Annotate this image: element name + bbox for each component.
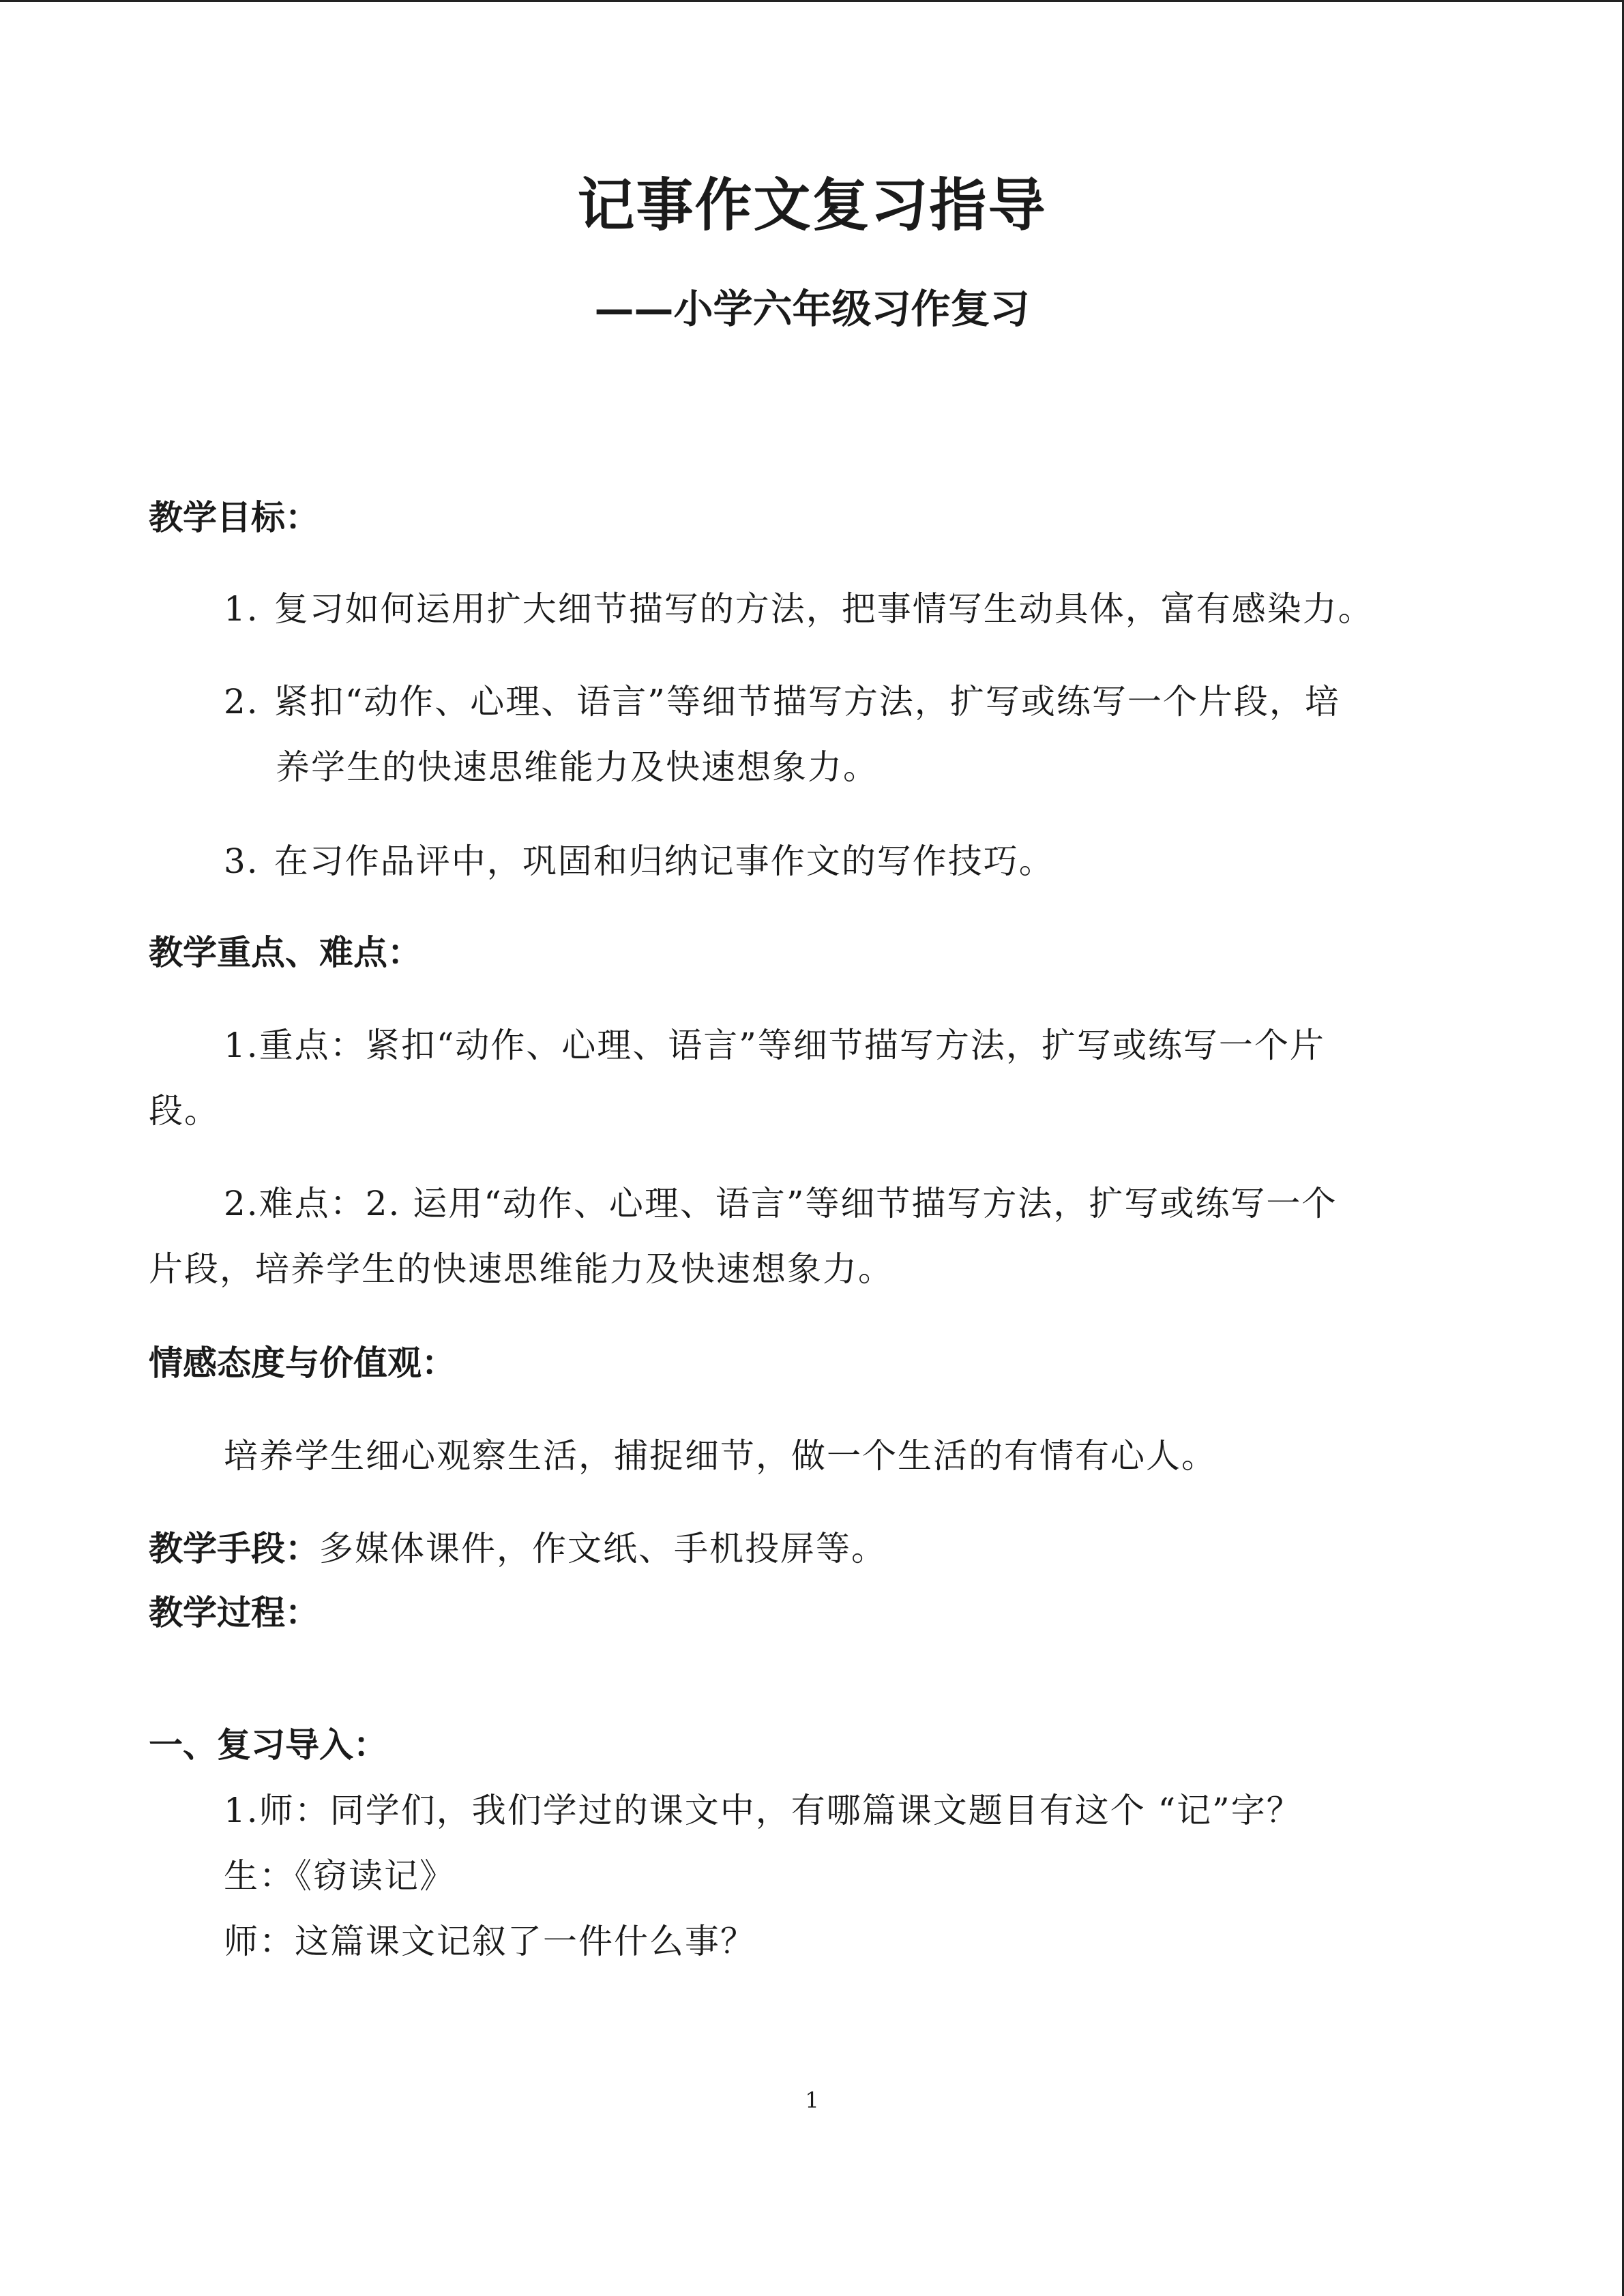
key-points-heading: 教学重点、难点： bbox=[149, 933, 422, 972]
means-text: 多媒体课件，作文纸、手机投屏等。 bbox=[319, 1529, 887, 1568]
dialogue-line: 师：这篇课文记叙了一件什么事？ bbox=[224, 1922, 756, 1961]
process-heading: 教学过程： bbox=[149, 1593, 319, 1632]
means-label: 教学手段： bbox=[149, 1529, 319, 1568]
section-1-heading: 一、复习导入： bbox=[149, 1725, 387, 1765]
objectives-heading: 教学目标： bbox=[149, 498, 319, 537]
objective-text: 在习作品评中，巩固和归纳记事作文的写作技巧。 bbox=[274, 841, 1054, 881]
document-title: 记事作文复习指导 bbox=[577, 172, 1047, 239]
objective-item-3 bbox=[224, 829, 1054, 894]
means-line bbox=[149, 1521, 887, 1576]
objective-number: 3. bbox=[224, 841, 259, 881]
objective-number: 1. bbox=[224, 589, 259, 629]
focus-line-1: 1.重点：紧扣“动作、心理、语言”等细节描写方法，扩写或练写一个片 bbox=[224, 1026, 1325, 1065]
objective-item-1 bbox=[224, 576, 1374, 642]
dialogue-line: 1.师：同学们，我们学过的课文中，有哪篇课文题目有这个 “记”字？ bbox=[224, 1791, 1302, 1830]
document-subtitle: ——小学六年级习作复习 bbox=[594, 286, 1030, 332]
values-heading: 情感态度与价值观： bbox=[149, 1343, 456, 1383]
objective-item-2 bbox=[224, 669, 1340, 734]
objective-number: 2. bbox=[224, 682, 259, 721]
objective-item-2-continued: 养学生的快速思维能力及快速想象力。 bbox=[276, 747, 879, 787]
dialogue-line: 生：《窃读记》 bbox=[224, 1856, 455, 1896]
objective-text: 紧扣“动作、心理、语言”等细节描写方法，扩写或练写一个片段，培 bbox=[274, 682, 1340, 721]
page-number: 1 bbox=[805, 2087, 819, 2113]
objective-text: 复习如何运用扩大细节描写的方法，把事情写生动具体，富有感染力。 bbox=[274, 589, 1374, 629]
difficulty-line-1: 2.难点：2. 运用“动作、心理、语言”等细节描写方法，扩写或练写一个 bbox=[224, 1184, 1338, 1223]
focus-line-2: 段。 bbox=[149, 1091, 220, 1131]
values-text: 培养学生细心观察生活，捕捉细节，做一个生活的有情有心人。 bbox=[224, 1436, 1217, 1476]
difficulty-line-2: 片段，培养学生的快速思维能力及快速想象力。 bbox=[149, 1249, 894, 1289]
